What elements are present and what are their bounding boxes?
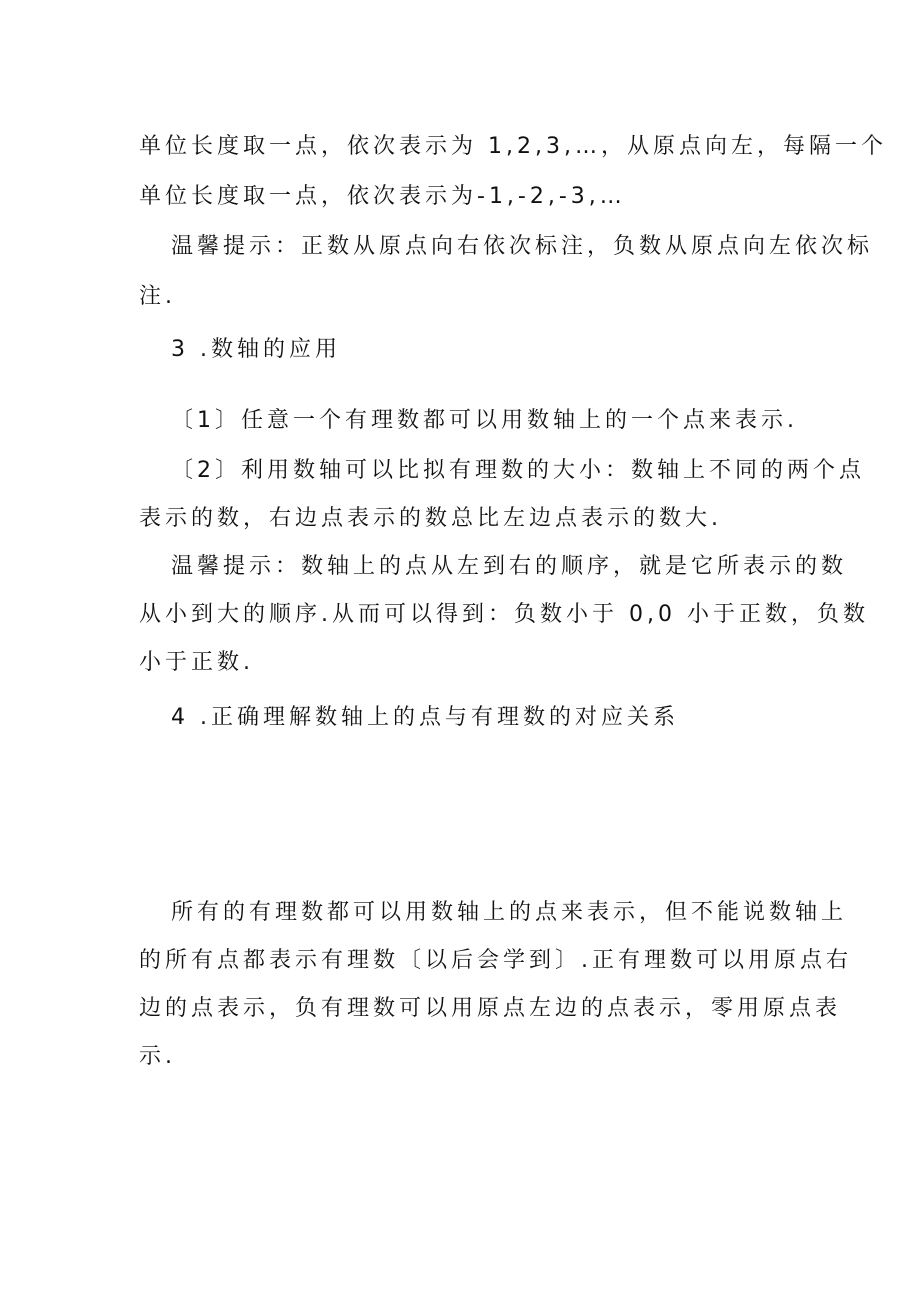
tip-line: 从小到大的顺序.从而可以得到：负数小于 0,0 小于正数，负数 [139, 602, 869, 627]
list-item-1: 〔1〕任意一个有理数都可以用数轴上的一个点来表示. [171, 408, 798, 433]
list-item-2-line: 表示的数，右边点表示的数总比左边点表示的数大. [139, 506, 722, 531]
tip-line: 小于正数. [139, 650, 254, 675]
paragraph-line: 的所有点都表示有理数〔以后会学到〕.正有理数可以用原点右 [139, 948, 852, 973]
paragraph-line: 单位长度取一点，依次表示为 1,2,3,…，从原点向左，每隔一个 [139, 134, 887, 159]
tip-line: 温馨提示：数轴上的点从左到右的顺序，就是它所表示的数 [171, 554, 848, 579]
tip-line: 温馨提示：正数从原点向右依次标注，负数从原点向左依次标 [171, 234, 874, 259]
paragraph-line: 单位长度取一点，依次表示为-1,-2,-3,… [139, 184, 626, 209]
list-item-2-line: 〔2〕利用数轴可以比拟有理数的大小：数轴上不同的两个点 [171, 458, 865, 483]
paragraph-line: 边的点表示，负有理数可以用原点左边的点表示，零用原点表 [139, 996, 842, 1021]
paragraph-line: 示. [139, 1044, 176, 1069]
tip-line: 注. [139, 284, 176, 309]
section-heading-4: 4 .正确理解数轴上的点与有理数的对应关系 [171, 705, 679, 730]
paragraph-line: 所有的有理数都可以用数轴上的点来表示，但不能说数轴上 [171, 900, 848, 925]
section-heading-3: 3 .数轴的应用 [171, 337, 341, 362]
